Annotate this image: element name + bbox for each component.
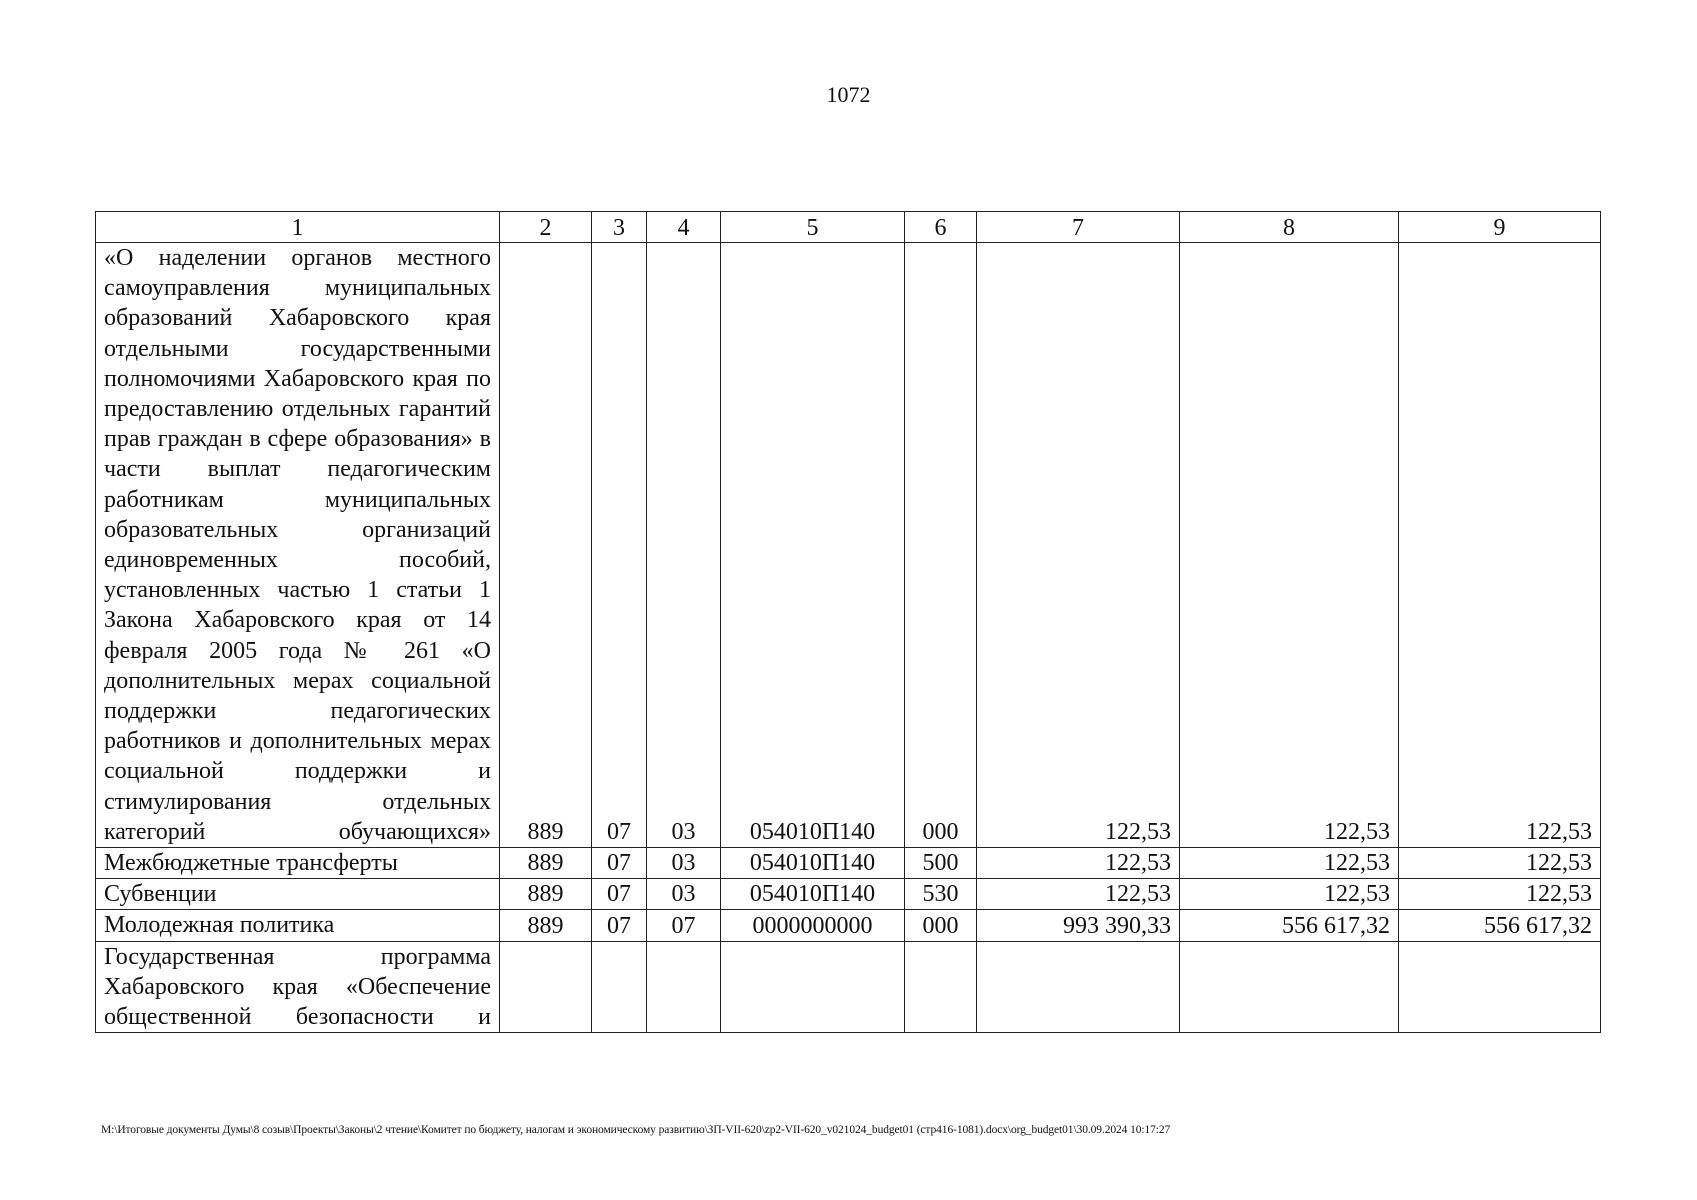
cell-c5: 054010П140 bbox=[721, 243, 905, 848]
column-header-3: 3 bbox=[592, 212, 647, 243]
cell-c9: 122,53 bbox=[1399, 879, 1601, 910]
cell-c7 bbox=[977, 941, 1180, 1033]
column-header-6: 6 bbox=[905, 212, 977, 243]
cell-c5: 054010П140 bbox=[721, 879, 905, 910]
cell-c8: 122,53 bbox=[1180, 848, 1399, 879]
cell-c7: 993 390,33 bbox=[977, 910, 1180, 941]
cell-c8: 122,53 bbox=[1180, 243, 1399, 848]
cell-c6: 500 bbox=[905, 848, 977, 879]
column-header-4: 4 bbox=[647, 212, 721, 243]
cell-c3: 07 bbox=[592, 879, 647, 910]
cell-c9: 556 617,32 bbox=[1399, 910, 1601, 941]
cell-c4: 03 bbox=[647, 879, 721, 910]
column-header-7: 7 bbox=[977, 212, 1180, 243]
cell-c3: 07 bbox=[592, 910, 647, 941]
row-name: Межбюджетные трансферты bbox=[96, 848, 500, 879]
cell-c6: 530 bbox=[905, 879, 977, 910]
cell-c6: 000 bbox=[905, 910, 977, 941]
cell-c7: 122,53 bbox=[977, 848, 1180, 879]
cell-c3 bbox=[592, 941, 647, 1033]
page-number: 1072 bbox=[826, 82, 871, 107]
cell-c7: 122,53 bbox=[977, 243, 1180, 848]
cell-c5 bbox=[721, 941, 905, 1033]
table-row bbox=[96, 243, 1601, 848]
cell-c2 bbox=[500, 941, 592, 1033]
cell-c6 bbox=[905, 941, 977, 1033]
table-row bbox=[96, 941, 1601, 1033]
cell-c5: 0000000000 bbox=[721, 910, 905, 941]
cell-c3: 07 bbox=[592, 848, 647, 879]
cell-c6: 000 bbox=[905, 243, 977, 848]
cell-c3: 07 bbox=[592, 243, 647, 848]
cell-c9: 122,53 bbox=[1399, 848, 1601, 879]
cell-c5: 054010П140 bbox=[721, 848, 905, 879]
table-row bbox=[96, 879, 1601, 910]
row-name: Молодежная политика bbox=[96, 910, 500, 941]
column-header-9: 9 bbox=[1399, 212, 1601, 243]
column-header-8: 8 bbox=[1180, 212, 1399, 243]
cell-c4 bbox=[647, 941, 721, 1033]
cell-c2: 889 bbox=[500, 243, 592, 848]
table-row bbox=[96, 848, 1601, 879]
cell-c4: 07 bbox=[647, 910, 721, 941]
cell-c8: 556 617,32 bbox=[1180, 910, 1399, 941]
cell-c4: 03 bbox=[647, 848, 721, 879]
budget-table bbox=[95, 211, 1601, 1033]
column-header-5: 5 bbox=[721, 212, 905, 243]
cell-c8 bbox=[1180, 941, 1399, 1033]
row-name: Государственная программа Хабаровского края «Обеспечение общественной безопасности и bbox=[96, 941, 500, 1033]
footer-file-path: M:\Итоговые документы Думы\8 созыв\Проекты\Законы\2 чтение\Комитет по бюджету, налогам и экономическому развитию\ЗП-VII-620\zp2-VII-620_v021024_budget01 (стр416-1081).docx\org_budget01\30.09.2024 10:17:27 bbox=[101, 1124, 1171, 1136]
column-header-1: 1 bbox=[96, 212, 500, 243]
cell-c7: 122,53 bbox=[977, 879, 1180, 910]
row-name: «О наделении органов местного самоуправления муниципальных образований Хабаровского края отдельными государственными полномочиями Хабаровского края по предоставлению отдельных гарантий прав граждан в сфере образования» в части выплат педагогическим работникам муниципальных образовательных организаций единовременных пособий, установленных частью 1 статьи 1 Закона Хабаровского края от 14 февраля 2005 года № 261 «О дополнительных мерах социальной поддержки педагогических работников и дополнительных мерах социальной поддержки и стимулирования отдельных категорий обучающихся» bbox=[96, 243, 500, 848]
row-name: Субвенции bbox=[96, 879, 500, 910]
cell-c2: 889 bbox=[500, 848, 592, 879]
cell-c2: 889 bbox=[500, 879, 592, 910]
cell-c4: 03 bbox=[647, 243, 721, 848]
column-header-2: 2 bbox=[500, 212, 592, 243]
cell-c2: 889 bbox=[500, 910, 592, 941]
table-row bbox=[96, 910, 1601, 941]
cell-c9: 122,53 bbox=[1399, 243, 1601, 848]
cell-c8: 122,53 bbox=[1180, 879, 1399, 910]
cell-c9 bbox=[1399, 941, 1601, 1033]
table-header-row bbox=[96, 212, 1601, 243]
